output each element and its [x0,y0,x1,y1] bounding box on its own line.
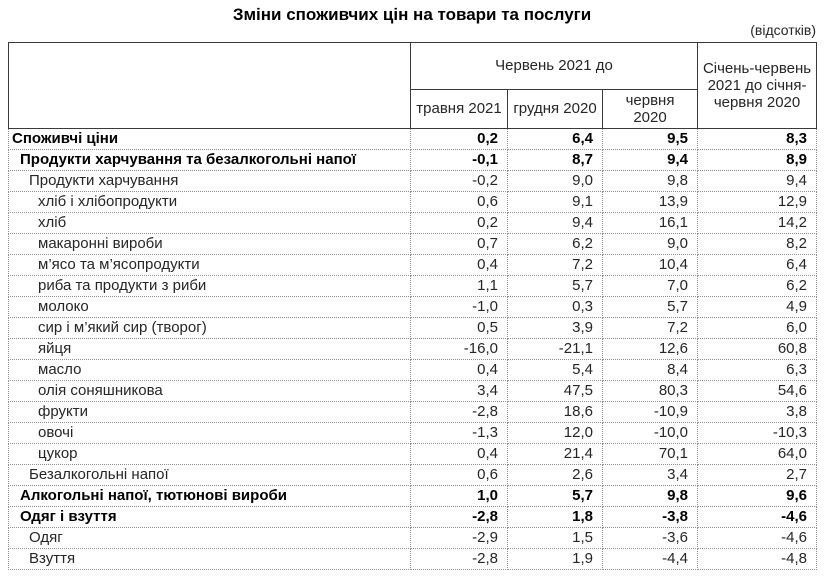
value-cell: -2,8 [411,402,508,423]
value-cell: 47,5 [508,381,603,402]
table-row [9,171,817,192]
value-cell: -3,6 [603,528,698,549]
row-label: масло [38,361,82,378]
value-cell: 0,5 [411,318,508,339]
value-cell: 0,3 [508,297,603,318]
table-row [9,360,817,381]
row-label: Одяг [29,529,63,546]
table-row [9,213,817,234]
value-cell: 6,4 [698,255,817,276]
value-cell: 5,7 [603,297,698,318]
value-cell: 0,6 [411,465,508,486]
table-header [9,43,817,129]
row-label: м’ясо та м’ясопродукти [38,256,200,273]
value-cell: 5,4 [508,360,603,381]
value-cell: 9,0 [603,234,698,255]
value-cell: -2,8 [411,507,508,528]
value-cell: 70,1 [603,444,698,465]
value-cell: 6,4 [508,129,603,150]
value-cell: 1,1 [411,276,508,297]
table-row [9,381,817,402]
value-cell: -2,9 [411,528,508,549]
value-cell: 2,7 [698,465,817,486]
table-row [9,486,817,507]
value-cell: -4,6 [698,528,817,549]
table-row [9,549,817,570]
table-row [9,276,817,297]
value-cell: 10,4 [603,255,698,276]
header-sub-col-3: червня 2020 [603,90,698,129]
value-cell: 7,2 [603,318,698,339]
value-cell: 54,6 [698,381,817,402]
value-cell: 9,1 [508,192,603,213]
table-row [9,150,817,171]
value-cell: 0,6 [411,192,508,213]
header-last-column: Січень-червень 2021 до січня-червня 2020 [698,43,817,129]
value-cell: -0,1 [411,150,508,171]
row-label: олія соняшникова [38,382,163,399]
value-cell: 3,4 [411,381,508,402]
value-cell: 4,9 [698,297,817,318]
value-cell: -1,3 [411,423,508,444]
value-cell: 5,7 [508,276,603,297]
value-cell: -10,3 [698,423,817,444]
value-cell: 60,8 [698,339,817,360]
header-empty-cell [9,43,411,129]
value-cell: 3,9 [508,318,603,339]
value-cell: 0,2 [411,213,508,234]
value-cell: 0,7 [411,234,508,255]
value-cell: 8,9 [698,150,817,171]
value-cell: 0,4 [411,360,508,381]
row-label: хліб і хлібопродукти [38,193,178,210]
row-label: Одяг і взуття [20,508,117,525]
table-row [9,297,817,318]
value-cell: 9,6 [698,486,817,507]
row-label: яйця [38,340,72,357]
value-cell: 1,9 [508,549,603,570]
row-label: Алкогольні напої, тютюнові вироби [20,487,287,504]
table-row [9,528,817,549]
value-cell: -3,8 [603,507,698,528]
value-cell: 1,8 [508,507,603,528]
value-cell: -4,6 [698,507,817,528]
table-row [9,192,817,213]
value-cell: 64,0 [698,444,817,465]
table-row [9,318,817,339]
value-cell: 7,2 [508,255,603,276]
value-cell: 8,3 [698,129,817,150]
row-label: молоко [38,298,89,315]
header-sub-col-1: травня 2021 [411,90,508,129]
row-label: риба та продукти з риби [38,277,207,294]
row-label: макаронні вироби [38,235,163,252]
value-cell: 8,2 [698,234,817,255]
row-label: цукор [38,445,78,462]
value-cell: 0,2 [411,129,508,150]
value-cell: 12,6 [603,339,698,360]
value-cell: 7,0 [603,276,698,297]
header-group-label: Червень 2021 до [411,43,698,90]
value-cell: 9,8 [603,486,698,507]
value-cell: 16,1 [603,213,698,234]
value-cell: -0,2 [411,171,508,192]
value-cell: 9,4 [698,171,817,192]
value-cell: 9,4 [508,213,603,234]
row-label: сир і м’який сир (творог) [38,319,207,336]
row-label: Продукти харчування та безалкогольні напої [20,151,357,168]
value-cell: -10,9 [603,402,698,423]
value-cell: 18,6 [508,402,603,423]
unit-note: (відсотків) [750,22,816,38]
value-cell: 9,4 [603,150,698,171]
value-cell: -4,4 [603,549,698,570]
value-cell: 80,3 [603,381,698,402]
table-body [9,129,817,570]
value-cell: -1,0 [411,297,508,318]
value-cell: -10,0 [603,423,698,444]
price-change-table [8,42,817,570]
value-cell: 5,7 [508,486,603,507]
page-title: Зміни споживчих цін на товари та послуги [232,5,592,24]
row-label: Споживчі ціни [12,130,119,147]
table-row [9,423,817,444]
value-cell: 0,4 [411,444,508,465]
value-cell: -2,8 [411,549,508,570]
table-row [9,129,817,150]
value-cell: 9,5 [603,129,698,150]
table-row [9,402,817,423]
table-row [9,465,817,486]
value-cell: 6,3 [698,360,817,381]
value-cell: -4,8 [698,549,817,570]
value-cell: 2,6 [508,465,603,486]
value-cell: 6,2 [698,276,817,297]
header-sub-col-2: грудня 2020 [508,90,603,129]
table-row [9,234,817,255]
table-row [9,507,817,528]
value-cell: 3,4 [603,465,698,486]
value-cell: 1,5 [508,528,603,549]
value-cell: 12,9 [698,192,817,213]
value-cell: 3,8 [698,402,817,423]
value-cell: 1,0 [411,486,508,507]
row-label: фрукти [38,403,88,420]
value-cell: 8,4 [603,360,698,381]
value-cell: 6,2 [508,234,603,255]
value-cell: 9,0 [508,171,603,192]
value-cell: 0,4 [411,255,508,276]
row-label: овочі [38,424,74,441]
value-cell: 6,0 [698,318,817,339]
row-label: Взуття [29,550,76,567]
value-cell: 14,2 [698,213,817,234]
table-row [9,444,817,465]
row-label: Безалкогольні напої [29,466,169,483]
row-label: Продукти харчування [29,172,179,189]
row-label: хліб [38,214,67,231]
value-cell: 8,7 [508,150,603,171]
value-cell: -16,0 [411,339,508,360]
value-cell: 12,0 [508,423,603,444]
value-cell: 9,8 [603,171,698,192]
value-cell: -21,1 [508,339,603,360]
value-cell: 21,4 [508,444,603,465]
table-row [9,339,817,360]
value-cell: 13,9 [603,192,698,213]
table-row [9,255,817,276]
